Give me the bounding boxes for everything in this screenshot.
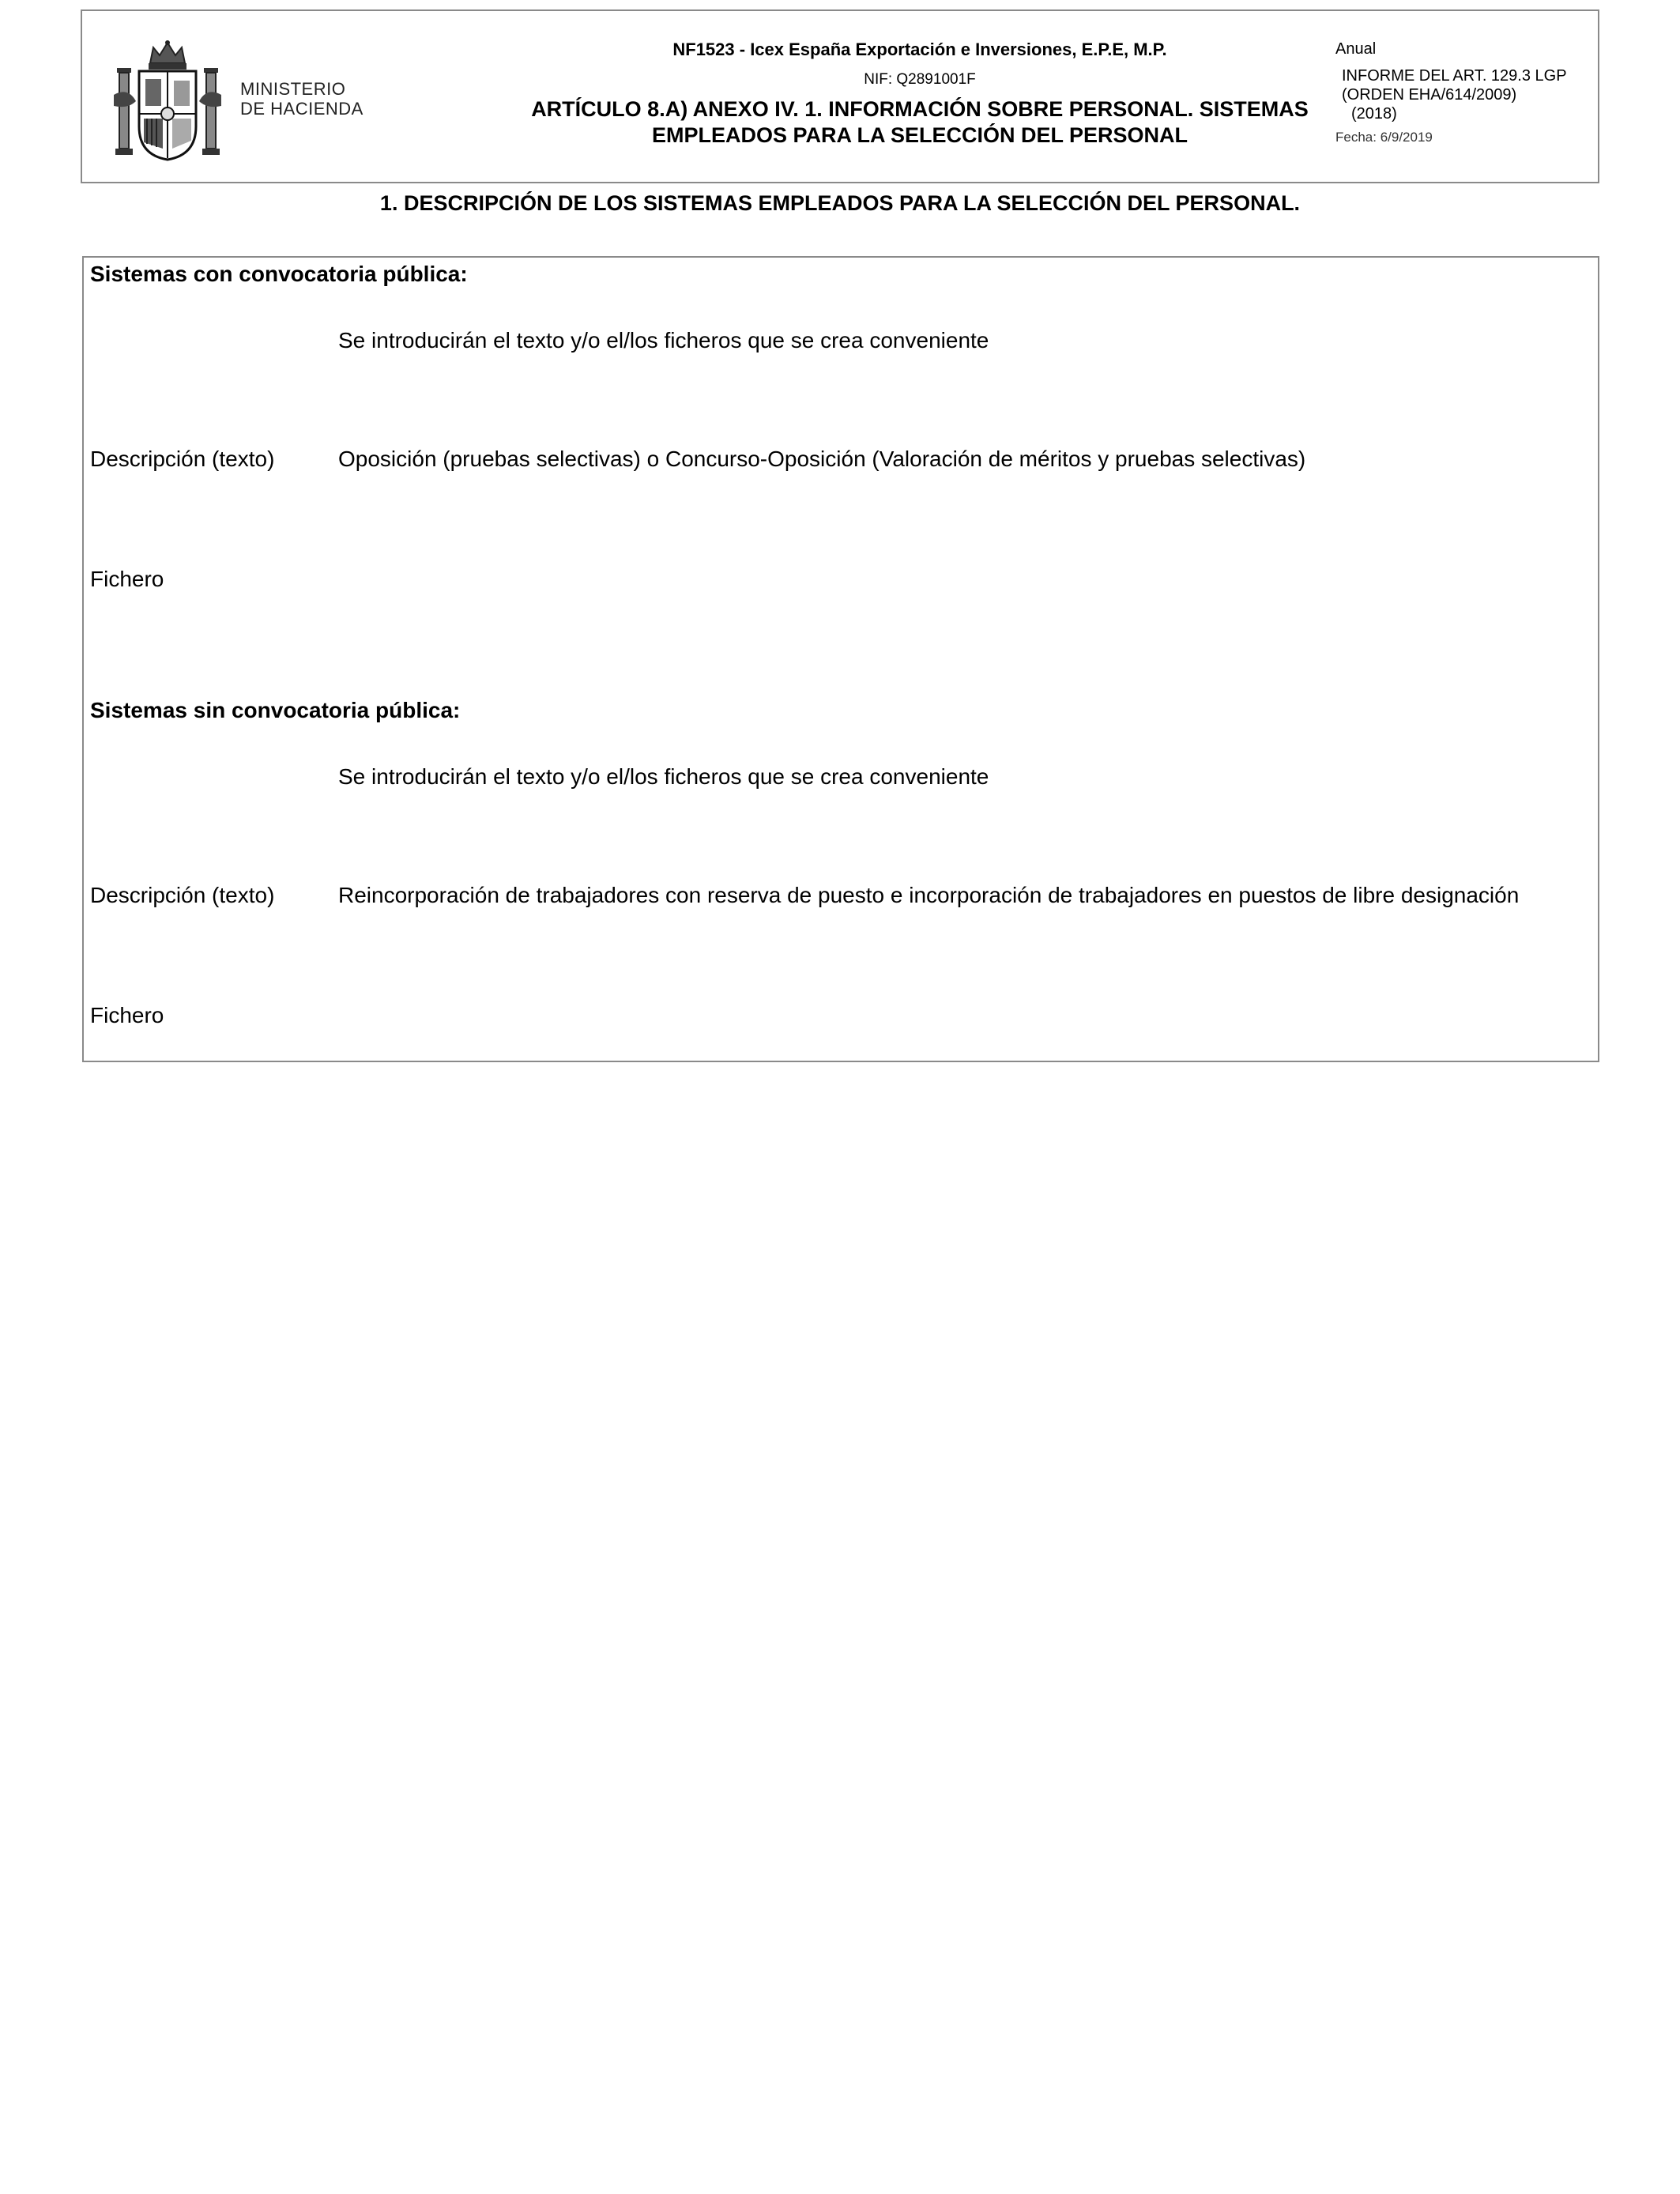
period: Anual [1335, 40, 1377, 58]
section-heading-public: Sistemas con convocatoria pública: [90, 262, 468, 286]
description-label: Descripción (texto) [90, 447, 275, 471]
description-label: Descripción (texto) [90, 883, 275, 907]
section-title: 1. DESCRIPCIÓN DE LOS SISTEMAS EMPLEADOS PARA LA SELECCIÓN DEL PERSONAL. [379, 191, 1301, 215]
report-line-2: (ORDEN EHA/614/2009) [1342, 86, 1517, 104]
ministry-line-2: DE HACIENDA [240, 99, 363, 119]
organization-name: NF1523 - Icex España Exportación e Inversiones, E.P.E, M.P. [672, 40, 1167, 59]
selection-systems-box [82, 256, 1599, 1062]
ministry-name [240, 79, 363, 119]
file-label: Fichero [90, 1003, 164, 1027]
nif: NIF: Q2891001F [864, 71, 976, 88]
section-heading-non-public: Sistemas sin convocatoria pública: [90, 698, 461, 722]
file-label: Fichero [90, 567, 164, 591]
report-line-1: INFORME DEL ART. 129.3 LGP [1342, 67, 1567, 85]
report-reference [1342, 66, 1588, 123]
header-right [1335, 40, 1588, 145]
report-year: (2018) [1351, 105, 1397, 123]
report-date: Fecha: 6/9/2019 [1335, 130, 1433, 145]
section-hint: Se introducirán el texto y/o el/los ficheros que se crea conveniente [338, 328, 989, 352]
section-hint: Se introducirán el texto y/o el/los ficheros que se crea conveniente [338, 764, 989, 789]
header-center [469, 40, 1370, 149]
document-header [81, 9, 1599, 183]
ministry-line-1: MINISTERIO [240, 79, 346, 99]
article-title-line-2: EMPLEADOS PARA LA SELECCIÓN DEL PERSONAL [651, 123, 1188, 147]
coat-of-arms-icon [112, 40, 223, 163]
article-title-line-1: ARTÍCULO 8.A) ANEXO IV. 1. INFORMACIÓN SOBRE PERSONAL. SISTEMAS [531, 97, 1309, 121]
description-value: Reincorporación de trabajadores con reserva de puesto e incorporación de trabajadores en puestos de libre designación [338, 883, 1520, 907]
description-value: Oposición (pruebas selectivas) o Concurso-Oposición (Valoración de méritos y pruebas selectivas) [338, 447, 1306, 471]
article-title [469, 96, 1370, 149]
